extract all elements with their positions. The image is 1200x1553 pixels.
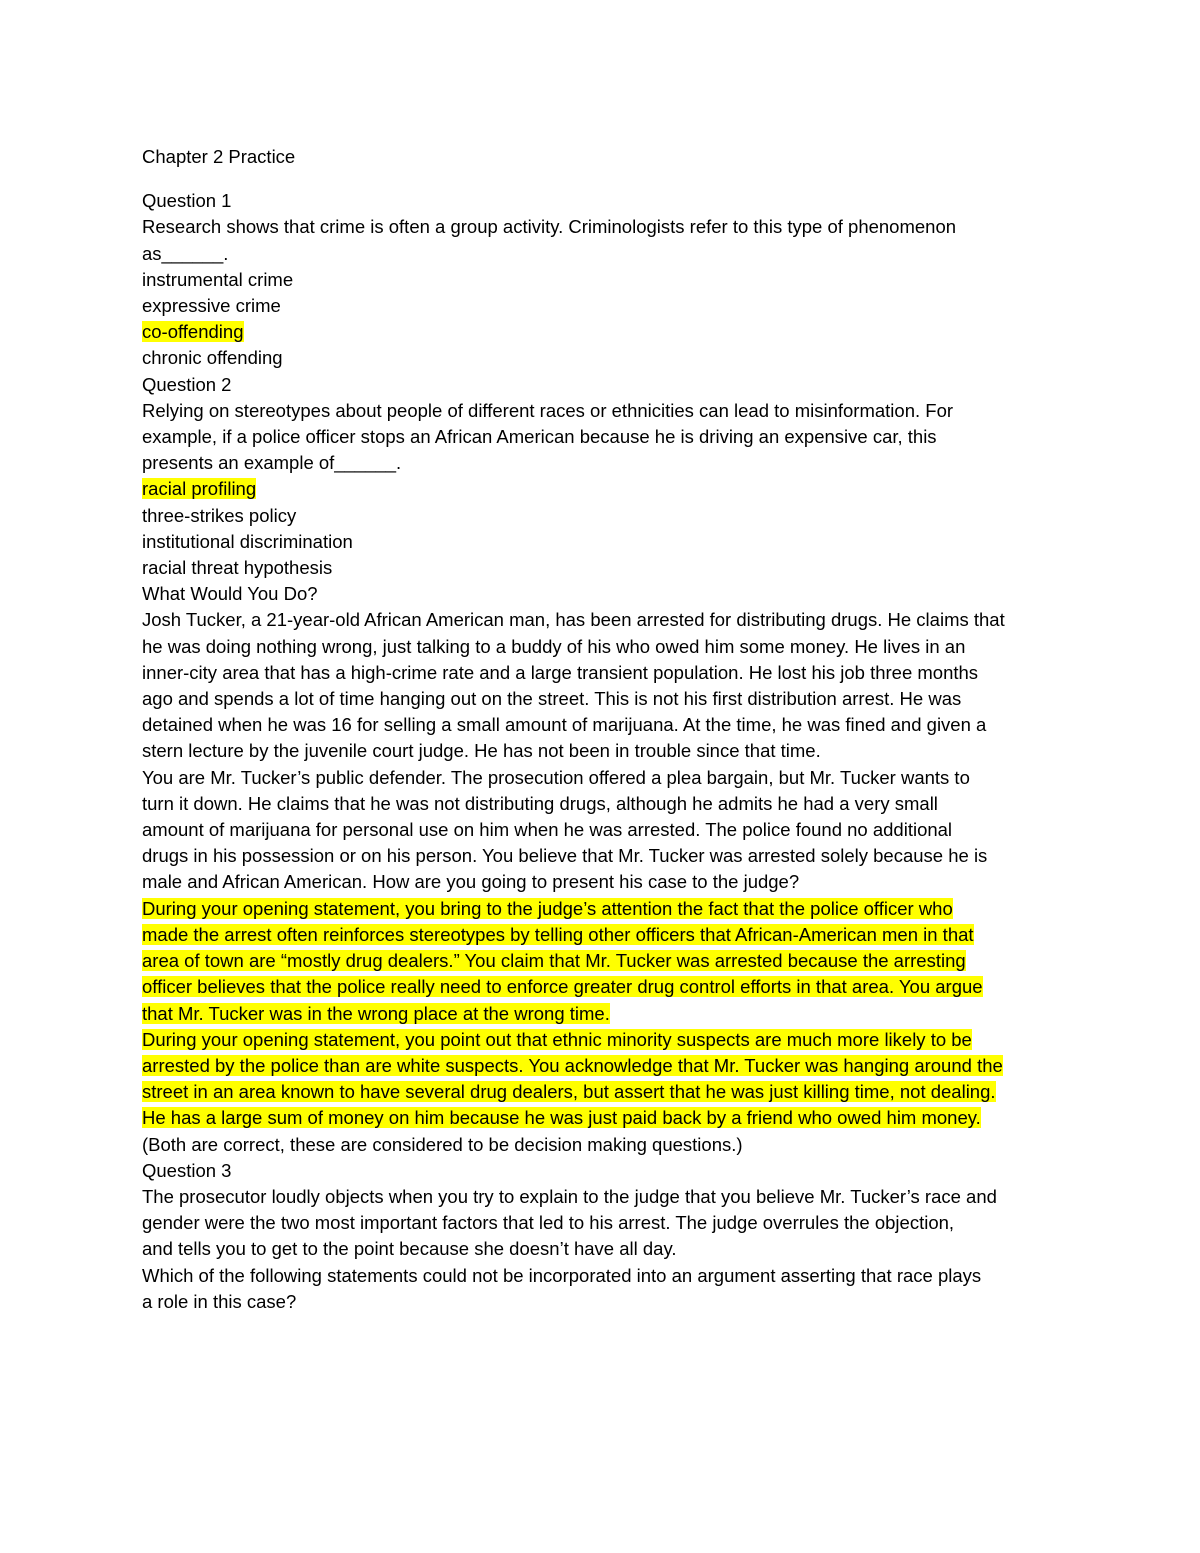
answer-highlight: officer believes that the police really need to enforce greater drug control efforts in that area. You argue [142,976,983,998]
question-3-prompt-line: and tells you to get to the point because she doesn’t have all day. [142,1238,677,1260]
answer-highlight: that Mr. Tucker was in the wrong place at the wrong time. [142,1002,610,1024]
wwyd-scenario-line: You are Mr. Tucker’s public defender. The prosecution offered a plea bargain, but Mr. Tucker wants to [142,766,970,788]
document-title: Chapter 2 Practice [142,146,296,167]
wwyd-scenario-line: drugs in his possession or on his person. You believe that Mr. Tucker was arrested solely because he is [142,845,988,867]
question-1-option: instrumental crime [142,268,294,290]
wwyd-scenario-line: stern lecture by the juvenile court judge. He has not been in trouble since that time. [142,740,821,762]
question-3 [142,1158,1070,1315]
answer-highlight: racial profiling [142,478,257,500]
wwyd-note: (Both are correct, these are considered to be decision making questions.) [142,1133,743,1155]
question-3-heading: Question 3 [142,1159,232,1181]
wwyd-scenario-line: he was doing nothing wrong, just talking to a buddy of his who owed him some money. He lives in an [142,635,966,657]
answer-highlight: During your opening statement, you point out that ethnic minority suspects are much more likely to be [142,1028,972,1050]
question-1-prompt-line: as______. [142,242,229,264]
question-2-option: institutional discrimination [142,530,353,552]
wwyd-answer-a-line [142,1001,1070,1027]
answer-highlight: During your opening statement, you bring to the judge’s attention the fact that the police officer who [142,897,953,919]
question-2-option-answer [142,476,1070,502]
wwyd-heading: What Would You Do? [142,583,318,605]
question-2-option: racial threat hypothesis [142,557,333,579]
question-2-prompt-line: presents an example of______. [142,452,402,474]
wwyd-answer-b-line [142,1053,1070,1079]
question-3-prompt-line: gender were the two most important factors that led to his arrest. The judge overrules the objection, [142,1212,955,1234]
question-1-option-answer [142,319,1070,345]
question-1-heading: Question 1 [142,190,232,212]
question-1-option: expressive crime [142,295,281,317]
question-1-option: chronic offending [142,347,283,369]
question-1-prompt-line: Research shows that crime is often a group activity. Criminologists refer to this type of phenomenon [142,216,957,238]
wwyd-answer-a-line [142,922,1070,948]
question-3-prompt-line: Which of the following statements could not be incorporated into an argument asserting that race plays [142,1264,982,1286]
wwyd-scenario-line: turn it down. He claims that he was not distributing drugs, although he admits he had a very small [142,792,938,814]
wwyd-answer-a-line [142,948,1070,974]
answer-highlight: arrested by the police than are white suspects. You acknowledge that Mr. Tucker was hanging around the [142,1054,1003,1076]
wwyd-scenario-line: detained when he was 16 for selling a small amount of marijuana. At the time, he was fined and given a [142,714,987,736]
question-2-option: three-strikes policy [142,504,297,526]
wwyd-answer-b-line [142,1079,1070,1105]
wwyd-scenario-line: inner-city area that has a high-crime rate and a large transient population. He lost his job three months [142,661,979,683]
answer-highlight: made the arrest often reinforces stereotypes by telling other officers that African-American men in that [142,923,974,945]
wwyd-scenario-line: Josh Tucker, a 21-year-old African American man, has been arrested for distributing drugs. He claims that [142,609,1005,631]
wwyd-answer-a-line [142,974,1070,1000]
answer-highlight: He has a large sum of money on him because he was just paid back by a friend who owed him money. [142,1107,981,1129]
wwyd-scenario-line: male and African American. How are you going to present his case to the judge? [142,871,800,893]
question-3-prompt-line: The prosecutor loudly objects when you try to explain to the judge that you believe Mr. Tucker’s race and [142,1185,997,1207]
wwyd-scenario-line: ago and spends a lot of time hanging out on the street. This is not his first distribution arrest. He was [142,688,962,710]
wwyd-answer-b-line [142,1027,1070,1053]
answer-highlight: area of town are “mostly drug dealers.” You claim that Mr. Tucker was arrested because the arresting [142,950,966,972]
wwyd-answer-a-line [142,896,1070,922]
question-2-prompt-line: Relying on stereotypes about people of different races or ethnicities can lead to misinformation. For [142,399,954,421]
question-1 [142,188,1070,371]
answer-highlight: co-offending [142,321,244,343]
wwyd-scenario-line: amount of marijuana for personal use on him when he was arrested. The police found no additional [142,819,953,841]
wwyd-answer-b-line [142,1105,1070,1131]
question-2 [142,372,1070,582]
question-2-prompt-line: example, if a police officer stops an African American because he is driving an expensive car, this [142,426,937,448]
what-would-you-do [142,581,1070,1157]
question-2-heading: Question 2 [142,373,232,395]
answer-highlight: street in an area known to have several drug dealers, but assert that he was just killing time, not dealing. [142,1081,996,1103]
question-3-prompt-line: a role in this case? [142,1290,297,1312]
